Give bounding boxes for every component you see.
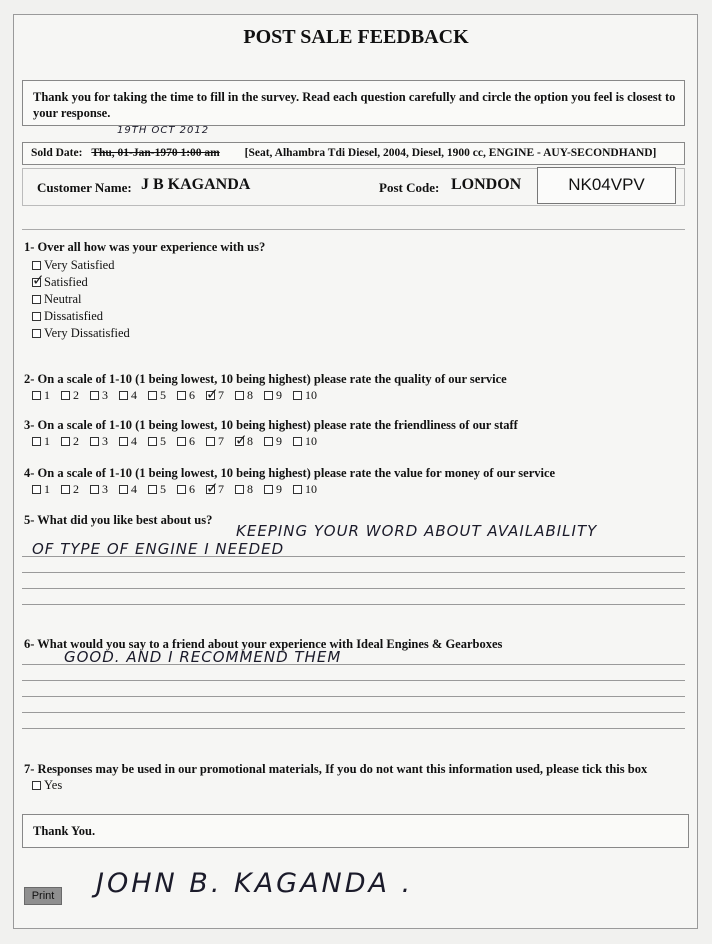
- sold-date-row: [22, 142, 685, 165]
- checkbox[interactable]: [61, 485, 70, 494]
- scale-option-label: 3: [102, 482, 108, 496]
- scale-option[interactable]: [264, 434, 293, 449]
- question-1-title: 1- Over all how was your experience with us?: [24, 240, 266, 254]
- scale-option[interactable]: [61, 482, 90, 497]
- checkbox[interactable]: [32, 329, 41, 338]
- checkbox[interactable]: [264, 391, 273, 400]
- checkbox[interactable]: [235, 391, 244, 400]
- scale-option[interactable]: [119, 434, 148, 449]
- scale-option[interactable]: [32, 434, 61, 449]
- checkbox-checked[interactable]: [235, 437, 244, 446]
- checkbox[interactable]: [90, 391, 99, 400]
- checkbox[interactable]: [177, 437, 186, 446]
- checkbox[interactable]: [293, 485, 302, 494]
- answer-line: [22, 696, 685, 697]
- question-3-title: 3- On a scale of 1-10 (1 being lowest, 10 being highest) please rate the friendliness of our staff: [24, 418, 518, 432]
- scale-option-label: 4: [131, 388, 137, 402]
- checkbox[interactable]: [293, 437, 302, 446]
- checkbox[interactable]: [264, 437, 273, 446]
- question-1-options: [32, 257, 130, 342]
- scale-option-label: 1: [44, 482, 50, 496]
- scale-option[interactable]: [148, 482, 177, 497]
- form-title: POST SALE FEEDBACK: [243, 26, 469, 48]
- answer-line: [22, 588, 685, 589]
- checkbox[interactable]: [148, 485, 157, 494]
- checkbox[interactable]: [32, 312, 41, 321]
- scale-option[interactable]: [119, 482, 148, 497]
- option-yes[interactable]: Yes: [32, 777, 62, 794]
- scale-option-label: 6: [189, 482, 195, 496]
- scale-option[interactable]: [177, 434, 206, 449]
- answer-line: [22, 664, 685, 665]
- checkbox[interactable]: [177, 485, 186, 494]
- vehicle-description: [Seat, Alhambra Tdi Diesel, 2004, Diesel, 1900 cc, ENGINE - AUY-SECONDHAND]: [244, 147, 657, 159]
- checkbox[interactable]: [32, 485, 41, 494]
- scale-option-label: 7: [218, 388, 224, 402]
- scale-option[interactable]: [206, 482, 235, 497]
- scale-option-label: 7: [218, 482, 224, 496]
- scale-option[interactable]: [90, 388, 119, 403]
- answer-line: [22, 728, 685, 729]
- scale-option-label: 1: [44, 388, 50, 402]
- scale-option-label: 5: [160, 388, 166, 402]
- scale-option-label: 4: [131, 434, 137, 448]
- question-2-title: 2- On a scale of 1-10 (1 being lowest, 10 being highest) please rate the quality of our service: [24, 372, 507, 386]
- customer-row: [22, 168, 685, 206]
- scale-option[interactable]: [61, 434, 90, 449]
- checkbox-checked[interactable]: [206, 391, 215, 400]
- scale-option[interactable]: [177, 482, 206, 497]
- answer-line: [22, 604, 685, 605]
- scale-option[interactable]: [235, 434, 264, 449]
- scale-option-label: 5: [160, 482, 166, 496]
- checkbox[interactable]: [148, 391, 157, 400]
- checkbox[interactable]: [61, 391, 70, 400]
- scale-option[interactable]: [90, 434, 119, 449]
- question-5-title: 5- What did you like best about us?: [24, 513, 213, 527]
- registration-field[interactable]: NK04VPV: [537, 167, 676, 204]
- checkbox[interactable]: [293, 391, 302, 400]
- scale-option[interactable]: [264, 482, 293, 497]
- scale-option-label: 8: [247, 434, 253, 448]
- section-divider: [22, 229, 685, 230]
- question-3-scale: [32, 434, 322, 449]
- scale-option[interactable]: [264, 388, 293, 403]
- scale-option-label: 8: [247, 482, 253, 496]
- scale-option-label: 8: [247, 388, 253, 402]
- scale-option-label: 9: [276, 434, 282, 448]
- scale-option[interactable]: [293, 388, 322, 403]
- checkbox[interactable]: [32, 261, 41, 270]
- checkbox[interactable]: [119, 437, 128, 446]
- option-very-satisfied[interactable]: Very Satisfied: [32, 257, 130, 274]
- checkbox[interactable]: [177, 391, 186, 400]
- scale-option[interactable]: [32, 388, 61, 403]
- scale-option-label: 5: [160, 434, 166, 448]
- scale-option-label: 2: [73, 388, 79, 402]
- checkbox[interactable]: [32, 781, 41, 790]
- option-dissatisfied[interactable]: Dissatisfied: [32, 308, 130, 325]
- print-button[interactable]: Print: [24, 887, 62, 905]
- question-6-title: 6- What would you say to a friend about your experience with Ideal Engines & Gearboxes: [24, 637, 503, 651]
- scale-option-label: 10: [305, 434, 317, 448]
- intro-text: Thank you for taking the time to fill in the survey. Read each question carefully and circle the option you feel is closest to your response.: [22, 80, 685, 126]
- scale-option[interactable]: [177, 388, 206, 403]
- checkbox[interactable]: [32, 437, 41, 446]
- checkbox[interactable]: [119, 485, 128, 494]
- checkbox[interactable]: [206, 437, 215, 446]
- checkbox[interactable]: [119, 391, 128, 400]
- scale-option-label: 2: [73, 482, 79, 496]
- thank-you-box: Thank You.: [22, 814, 689, 848]
- checkbox[interactable]: [148, 437, 157, 446]
- question-2-scale: [32, 388, 322, 403]
- scale-option[interactable]: [206, 388, 235, 403]
- scale-option-label: 7: [218, 434, 224, 448]
- question-4-scale: [32, 482, 322, 497]
- sold-date-label: Sold Date:: [31, 147, 83, 159]
- scale-option-label: 6: [189, 388, 195, 402]
- scale-option[interactable]: [90, 482, 119, 497]
- sold-date-value: Thu, 01-Jan-1970 1:00 am: [91, 147, 220, 159]
- question-4-title: 4- On a scale of 1-10 (1 being lowest, 10 being highest) please rate the value for money of our service: [24, 466, 556, 480]
- scale-option[interactable]: [235, 388, 264, 403]
- answer-line: [22, 680, 685, 681]
- checkbox[interactable]: [235, 485, 244, 494]
- checkbox[interactable]: [90, 485, 99, 494]
- scale-option[interactable]: [235, 482, 264, 497]
- checkbox[interactable]: [61, 437, 70, 446]
- scale-option-label: 4: [131, 482, 137, 496]
- checkbox[interactable]: [32, 391, 41, 400]
- handwritten-date: 19TH OCT 2012: [117, 125, 210, 136]
- post-code-value: LONDON: [451, 176, 522, 193]
- checkbox-checked[interactable]: [32, 278, 41, 287]
- scale-option[interactable]: [32, 482, 61, 497]
- scale-option-label: 3: [102, 388, 108, 402]
- question-6-answer-line-1: GOOD. AND I RECOMMEND THEM: [64, 648, 342, 666]
- scale-option-label: 6: [189, 434, 195, 448]
- scale-option-label: 2: [73, 434, 79, 448]
- scale-option-label: 9: [276, 482, 282, 496]
- scale-option-label: 10: [305, 482, 317, 496]
- scale-option[interactable]: [206, 434, 235, 449]
- signature: JOHN B. KAGANDA .: [96, 868, 414, 899]
- answer-line: [22, 572, 685, 573]
- question-5-answer-line-2: OF TYPE OF ENGINE I NEEDED: [32, 540, 285, 558]
- scale-option[interactable]: [61, 388, 90, 403]
- customer-name-value: J B KAGANDA: [141, 176, 251, 193]
- scale-option-label: 3: [102, 434, 108, 448]
- checkbox[interactable]: [32, 295, 41, 304]
- scale-option-label: 9: [276, 388, 282, 402]
- question-5-answer-line-1: KEEPING YOUR WORD ABOUT AVAILABILITY: [236, 522, 598, 540]
- scale-option[interactable]: [148, 434, 177, 449]
- answer-line: [22, 712, 685, 713]
- scale-option[interactable]: [119, 388, 148, 403]
- checkbox[interactable]: [90, 437, 99, 446]
- option-very-dissatisfied[interactable]: Very Dissatisfied: [32, 325, 130, 342]
- option-satisfied[interactable]: ✓ Satisfied: [32, 274, 130, 291]
- question-7-title: 7- Responses may be used in our promotional materials, If you do not want this information used, please tick this box: [24, 762, 648, 776]
- scale-option-label: 1: [44, 434, 50, 448]
- post-code-label: Post Code:: [379, 180, 440, 195]
- customer-name-label: Customer Name:: [37, 180, 132, 195]
- scale-option[interactable]: [148, 388, 177, 403]
- checkbox[interactable]: [264, 485, 273, 494]
- scale-option-label: 10: [305, 388, 317, 402]
- answer-line: [22, 556, 685, 557]
- scale-option[interactable]: [293, 434, 322, 449]
- scale-option[interactable]: [293, 482, 322, 497]
- checkbox-checked[interactable]: [206, 485, 215, 494]
- option-neutral[interactable]: Neutral: [32, 291, 130, 308]
